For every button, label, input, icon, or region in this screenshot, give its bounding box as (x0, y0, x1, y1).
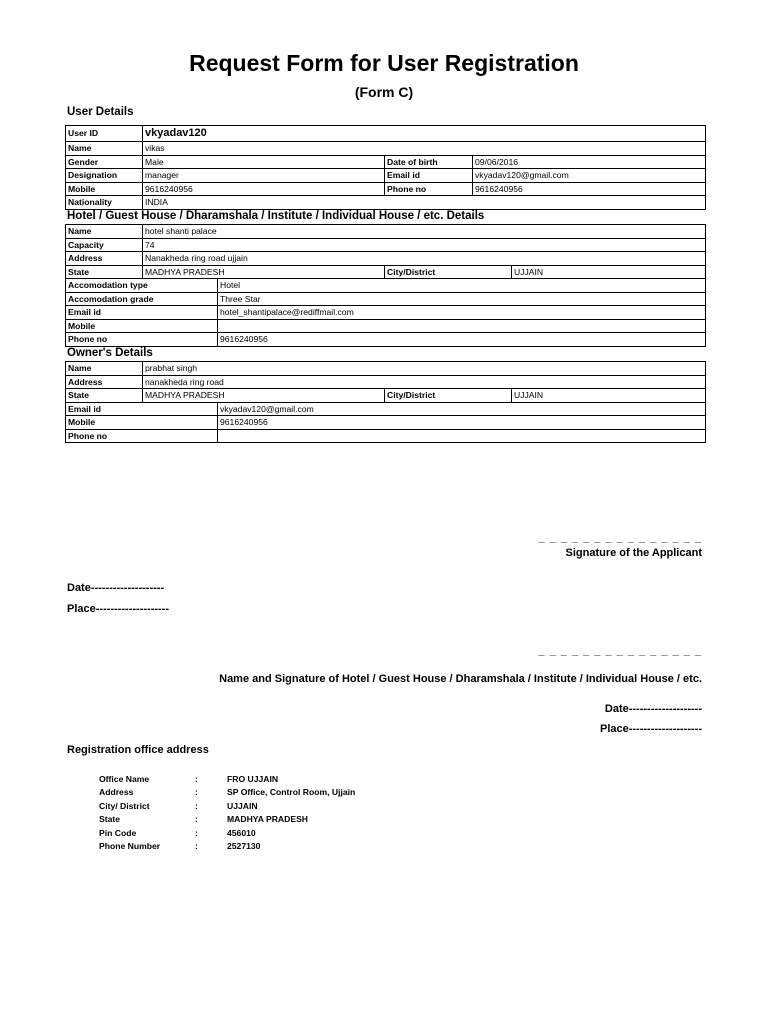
hotel-email-value: hotel_shantipalace@rediffmail.com (218, 306, 706, 320)
hotel-phone-label: Phone no (66, 333, 218, 347)
owner-address-value: nanakheda ring road (143, 375, 706, 389)
designation-label: Designation (66, 169, 143, 183)
gender-value: Male (143, 155, 385, 169)
phone-value: 9616240956 (473, 182, 706, 196)
table-row (66, 126, 706, 142)
phone-label: Phone no (385, 182, 473, 196)
user-details-heading: User Details (67, 106, 134, 118)
hotel-state-value: MADHYA PRADESH (143, 265, 385, 279)
owner-state-label: State (66, 389, 143, 403)
office-colon: : (195, 787, 198, 797)
office-address-value: SP Office, Control Room, Ujjain (227, 787, 356, 797)
user-id-value: vkyadav120 (143, 126, 706, 142)
office-colon: : (195, 774, 198, 784)
office-heading: Registration office address (67, 744, 209, 756)
table-row (66, 279, 706, 293)
table-row (66, 225, 706, 239)
gender-label: Gender (66, 155, 143, 169)
hotel-city-label: City/District (385, 265, 512, 279)
hotel-city-value: UJJAIN (512, 265, 706, 279)
office-name-label: Office Name (99, 774, 150, 784)
table-row (66, 265, 706, 279)
mobile-label: Mobile (66, 182, 143, 196)
name-value: vikas (143, 142, 706, 156)
hotel-phone-value: 9616240956 (218, 333, 706, 347)
acc-grade-label: Accomodation grade (66, 292, 218, 306)
office-phone-value: 2527130 (227, 841, 261, 851)
owner-city-value: UJJAIN (512, 389, 706, 403)
hotel-signature-label: Name and Signature of Hotel / Guest House / Dharamshala / Institute / Individual House / etc. (219, 673, 702, 685)
email-label: Email id (385, 169, 473, 183)
user-details-table (65, 125, 706, 210)
applicant-date-line: Date-------------------- (67, 582, 165, 594)
name-label: Name (66, 142, 143, 156)
hotel-email-label: Email id (66, 306, 218, 320)
hotel-state-label: State (66, 265, 143, 279)
owner-mobile-value: 9616240956 (218, 416, 706, 430)
table-row (66, 402, 706, 416)
hotel-signature-line: _ _ _ _ _ _ _ _ _ _ _ _ _ _ _ (538, 645, 702, 657)
table-row (66, 142, 706, 156)
owner-email-value: vkyadav120@gmail.com (218, 402, 706, 416)
acc-type-label: Accomodation type (66, 279, 218, 293)
hotel-name-label: Name (66, 225, 143, 239)
office-phone-label: Phone Number (99, 841, 161, 851)
owner-mobile-label: Mobile (66, 416, 218, 430)
table-row (66, 182, 706, 196)
owner-name-label: Name (66, 362, 143, 376)
table-row (66, 319, 706, 333)
hotel-name-value: hotel shanti palace (143, 225, 706, 239)
office-city-value: UJJAIN (227, 801, 258, 811)
capacity-value: 74 (143, 238, 706, 252)
user-id-label: User ID (66, 126, 143, 142)
owner-phone-value (218, 429, 706, 443)
table-row (66, 252, 706, 266)
owner-email-label: Email id (66, 402, 218, 416)
applicant-signature-label: Signature of the Applicant (565, 547, 702, 559)
hotel-mobile-label: Mobile (66, 319, 218, 333)
email-value: vkyadav120@gmail.com (473, 169, 706, 183)
hotel-place-line: Place-------------------- (599, 723, 702, 735)
owner-city-label: City/District (385, 389, 512, 403)
table-row (66, 238, 706, 252)
hotel-date-line: Date-------------------- (604, 703, 702, 715)
nationality-value: INDIA (143, 196, 706, 210)
office-pincode-value: 456010 (227, 828, 256, 838)
office-colon: : (195, 801, 198, 811)
office-colon: : (195, 841, 198, 851)
owner-address-label: Address (66, 375, 143, 389)
applicant-place-line: Place-------------------- (67, 603, 170, 615)
office-state-label: State (99, 814, 121, 824)
owner-details-heading: Owner's Details (67, 347, 153, 359)
hotel-details-heading: Hotel / Guest House / Dharamshala / Institute / Individual House / etc. Details (67, 210, 485, 222)
applicant-signature-line: _ _ _ _ _ _ _ _ _ _ _ _ _ _ _ (538, 532, 702, 544)
owner-name-value: prabhat singh (143, 362, 706, 376)
table-row (66, 375, 706, 389)
office-pincode-label: Pin Code (99, 828, 137, 838)
office-colon: : (195, 814, 198, 824)
hotel-details-table (65, 224, 706, 347)
hotel-mobile-value (218, 319, 706, 333)
table-row (66, 362, 706, 376)
office-city-label: City/ District (99, 801, 150, 811)
dob-label: Date of birth (385, 155, 473, 169)
owner-details-table (65, 361, 706, 443)
form-subtitle: (Form C) (354, 84, 414, 100)
office-colon: : (195, 828, 198, 838)
table-row (66, 333, 706, 347)
nationality-label: Nationality (66, 196, 143, 210)
table-row (66, 416, 706, 430)
office-name-value: FRO UJJAIN (227, 774, 279, 784)
page-title: Request Form for User Registration (189, 50, 579, 76)
mobile-value: 9616240956 (143, 182, 385, 196)
hotel-address-label: Address (66, 252, 143, 266)
acc-grade-value: Three Star (218, 292, 706, 306)
office-state-value: MADHYA PRADESH (227, 814, 309, 824)
table-row (66, 196, 706, 210)
hotel-address-value: Nanakheda ring road ujjain (143, 252, 706, 266)
owner-phone-label: Phone no (66, 429, 218, 443)
owner-state-value: MADHYA PRADESH (143, 389, 385, 403)
table-row (66, 155, 706, 169)
table-row (66, 169, 706, 183)
designation-value: manager (143, 169, 385, 183)
dob-value: 09/06/2016 (473, 155, 706, 169)
table-row (66, 306, 706, 320)
table-row (66, 389, 706, 403)
acc-type-value: Hotel (218, 279, 706, 293)
table-row (66, 292, 706, 306)
table-row (66, 429, 706, 443)
office-address-label: Address (99, 787, 134, 797)
capacity-label: Capacity (66, 238, 143, 252)
